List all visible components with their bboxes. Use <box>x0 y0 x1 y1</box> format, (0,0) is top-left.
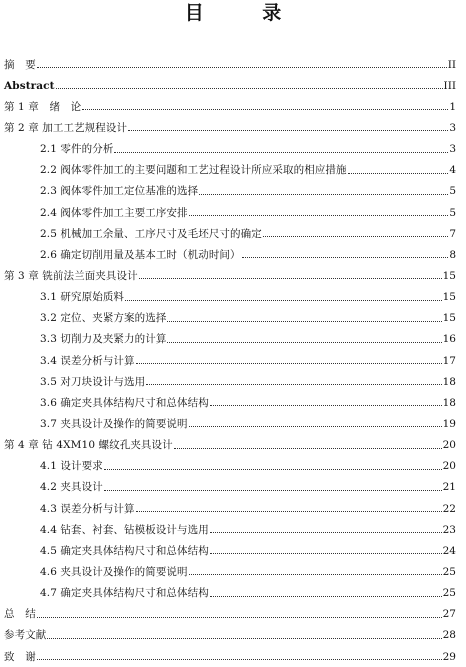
toc-entry-label: 致 谢 <box>4 650 36 663</box>
toc-entry-label: 3.2 定位、夹紧方案的选择 <box>40 312 167 325</box>
toc-entry-label: 4.5 确定夹具体结构尺寸和总体结构 <box>40 544 209 557</box>
toc-dot-leader <box>167 342 441 343</box>
toc-entry-label: 2.3 阀体零件加工定位基准的选择 <box>40 185 199 198</box>
toc-entry-label: 3.4 误差分析与计算 <box>40 354 135 367</box>
toc-entry-label: 3.3 切削力及夹紧力的计算 <box>40 333 167 346</box>
toc-entry-page-number: 5 <box>449 185 456 198</box>
toc-entry-label: 总 结 <box>4 608 36 621</box>
toc-entry-label: 3.5 对刀块设计与选用 <box>40 375 146 388</box>
toc-entry <box>0 625 466 646</box>
toc-entry-page-number: 16 <box>442 333 456 346</box>
toc-entry-page-number: 4 <box>449 164 456 177</box>
toc-entry-label: 第 2 章 加工工艺规程设计 <box>4 121 128 134</box>
toc-entry-label: 2.1 零件的分析 <box>40 143 114 156</box>
toc-entry-page-number: II <box>447 58 456 71</box>
toc-title: 目 录 <box>184 2 308 24</box>
toc-entry <box>0 181 466 202</box>
toc-entry-page-number: 3 <box>449 143 456 156</box>
toc-dot-leader <box>167 321 441 322</box>
toc-entry <box>0 519 466 540</box>
toc-entry <box>0 392 466 413</box>
toc-dot-leader <box>210 532 442 533</box>
toc-entry-page-number: 29 <box>442 650 456 663</box>
toc-dot-leader <box>104 469 442 470</box>
toc-entry-page-number: 23 <box>442 523 456 536</box>
toc-entry <box>0 202 466 223</box>
toc-entry <box>0 456 466 477</box>
toc-entry-label: 3.1 研究原始质料 <box>40 291 125 304</box>
toc-dot-leader <box>210 596 442 597</box>
toc-entry-label: 4.1 设计要求 <box>40 460 103 473</box>
toc-entry-page-number: 20 <box>442 460 456 473</box>
toc-entry-label: 4.3 误差分析与计算 <box>40 502 135 515</box>
toc-entry-label: 3.7 夹具设计及操作的简要说明 <box>40 417 188 430</box>
table-of-contents <box>0 54 466 667</box>
toc-entry-label: 第 1 章 绪 论 <box>4 100 82 113</box>
toc-dot-leader <box>263 236 448 237</box>
toc-entry <box>0 265 466 286</box>
toc-entry-page-number: 15 <box>442 312 456 325</box>
toc-entry-page-number: 15 <box>442 269 456 282</box>
toc-dot-leader <box>189 426 442 427</box>
toc-entry-page-number: 27 <box>442 608 456 621</box>
toc-entry-label: 第 4 章 钻 4XM10 螺纹孔夹具设计 <box>4 439 173 452</box>
toc-entry-label: 2.2 阀体零件加工的主要问题和工艺过程设计所应采取的相应措施 <box>40 164 347 177</box>
toc-entry-page-number: III <box>443 79 456 92</box>
toc-entry-page-number: 15 <box>442 291 456 304</box>
toc-entry <box>0 329 466 350</box>
toc-entry <box>0 96 466 117</box>
toc-entry-label: Abstract <box>4 79 55 92</box>
toc-entry <box>0 223 466 244</box>
toc-entry <box>0 287 466 308</box>
toc-entry-label: 第 3 章 铣前法兰面夹具设计 <box>4 269 138 282</box>
toc-entry-page-number: 1 <box>449 100 456 113</box>
toc-entry-label: 3.6 确定夹具体结构尺寸和总体结构 <box>40 396 209 409</box>
toc-entry <box>0 117 466 138</box>
toc-entry-page-number: 17 <box>442 354 456 367</box>
toc-entry-page-number: 18 <box>442 396 456 409</box>
toc-dot-leader <box>56 88 443 89</box>
toc-entry-page-number: 19 <box>442 417 456 430</box>
toc-entry-page-number: 5 <box>449 206 456 219</box>
toc-entry <box>0 350 466 371</box>
toc-entry-label: 参考文献 <box>4 629 47 642</box>
toc-dot-leader <box>348 173 449 174</box>
toc-entry <box>0 583 466 604</box>
toc-dot-leader <box>199 194 448 195</box>
toc-entry-page-number: 25 <box>442 587 456 600</box>
toc-entry <box>0 540 466 561</box>
toc-entry-page-number: 24 <box>442 544 456 557</box>
toc-entry <box>0 646 466 667</box>
toc-dot-leader <box>146 384 441 385</box>
toc-entry-label: 4.4 钻套、衬套、钻模板设计与选用 <box>40 523 209 536</box>
toc-dot-leader <box>210 553 442 554</box>
toc-entry <box>0 561 466 582</box>
toc-entry <box>0 371 466 392</box>
toc-entry <box>0 498 466 519</box>
toc-entry <box>0 477 466 498</box>
toc-entry-page-number: 28 <box>442 629 456 642</box>
toc-entry-label: 4.7 确定夹具体结构尺寸和总体结构 <box>40 587 209 600</box>
toc-dot-leader <box>136 511 442 512</box>
toc-entry-page-number: 21 <box>442 481 456 494</box>
toc-entry-page-number: 22 <box>442 502 456 515</box>
toc-dot-leader <box>82 109 448 110</box>
toc-entry-label: 2.4 阀体零件加工主要工序安排 <box>40 206 188 219</box>
toc-dot-leader <box>114 152 448 153</box>
toc-entry-page-number: 25 <box>442 565 456 578</box>
toc-entry-label: 摘 要 <box>4 58 36 71</box>
toc-entry <box>0 139 466 160</box>
toc-dot-leader <box>136 363 442 364</box>
toc-entry <box>0 435 466 456</box>
toc-entry <box>0 54 466 75</box>
toc-entry <box>0 413 466 434</box>
toc-entry-page-number: 7 <box>449 227 456 240</box>
toc-dot-leader <box>37 659 442 660</box>
toc-dot-leader <box>47 638 441 639</box>
toc-dot-leader <box>125 300 442 301</box>
toc-entry-label: 2.5 机械加工余量、工序尺寸及毛坯尺寸的确定 <box>40 227 262 240</box>
toc-dot-leader <box>37 67 447 68</box>
toc-entry-label: 4.2 夹具设计 <box>40 481 103 494</box>
toc-entry-label: 2.6 确定切削用量及基本工时（机动时间） <box>40 248 241 261</box>
toc-entry <box>0 308 466 329</box>
toc-entry-page-number: 20 <box>442 439 456 452</box>
toc-dot-leader <box>128 130 448 131</box>
toc-entry <box>0 244 466 265</box>
toc-dot-leader <box>139 278 442 279</box>
toc-dot-leader <box>210 405 442 406</box>
toc-entry-page-number: 3 <box>449 121 456 134</box>
toc-dot-leader <box>104 490 442 491</box>
toc-dot-leader <box>189 574 442 575</box>
toc-entry <box>0 604 466 625</box>
toc-entry-label: 4.6 夹具设计及操作的简要说明 <box>40 565 188 578</box>
toc-dot-leader <box>189 215 449 216</box>
toc-dot-leader <box>242 257 449 258</box>
toc-dot-leader <box>174 448 442 449</box>
toc-entry <box>0 75 466 96</box>
toc-entry-page-number: 8 <box>449 248 456 261</box>
toc-dot-leader <box>37 617 442 618</box>
toc-entry-page-number: 18 <box>442 375 456 388</box>
toc-entry <box>0 160 466 181</box>
